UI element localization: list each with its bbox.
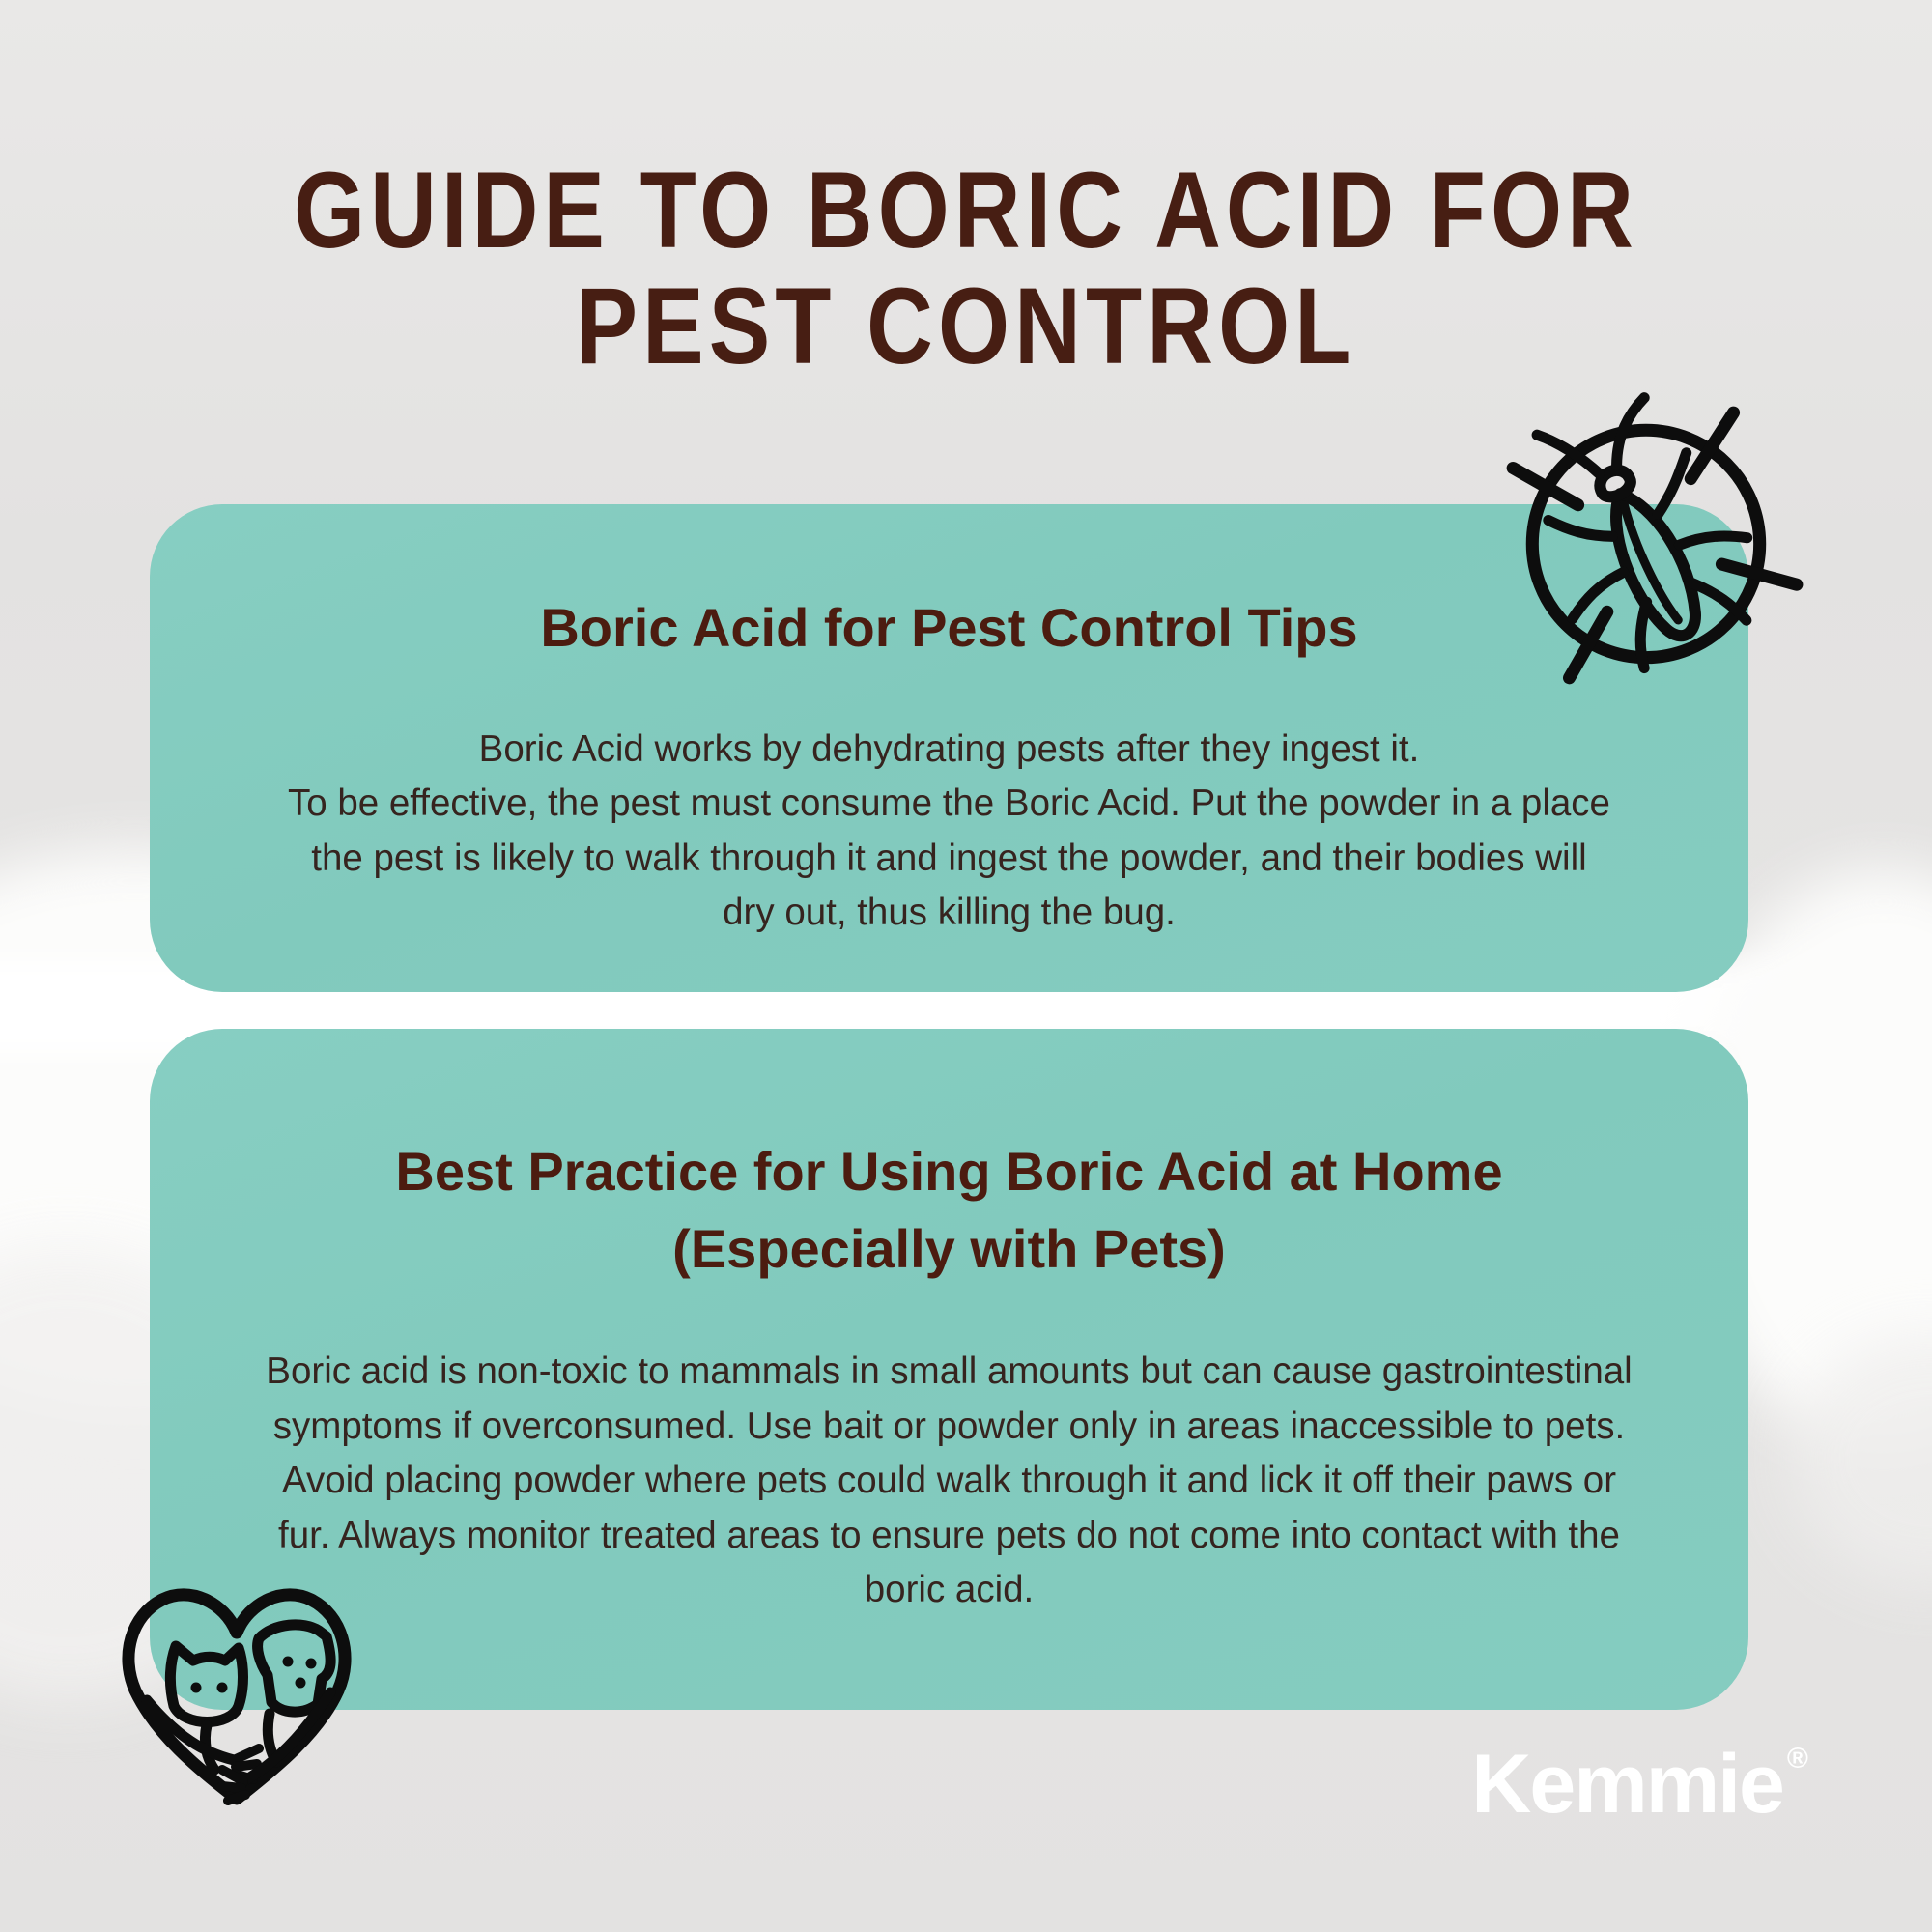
heart-hugging-cat-and-dog-icon bbox=[95, 1573, 380, 1829]
card2-body-line: Boric acid is non-toxic to mammals in small amounts but can cause gastrointestinal bbox=[266, 1350, 1633, 1393]
card2-body-line: symptoms if overconsumed. Use bait or powder only in areas inaccessible to pets. bbox=[272, 1405, 1626, 1447]
card2-body-line: boric acid. bbox=[864, 1569, 1035, 1611]
card2-body bbox=[150, 1345, 1748, 1618]
card1-heading: Boric Acid for Pest Control Tips bbox=[540, 597, 1358, 658]
page-title-line1: GUIDE TO BORIC ACID FOR bbox=[294, 150, 1638, 270]
page-title bbox=[145, 150, 1787, 386]
card2-heading-line1: Best Practice for Using Boric Acid at Home bbox=[395, 1141, 1503, 1202]
page-title-line2: PEST CONTROL bbox=[576, 265, 1356, 386]
no-cockroach-target-icon bbox=[1492, 386, 1804, 717]
card1-body-line: the pest is likely to walk through it and ingest the powder, and their bodies will bbox=[311, 837, 1587, 879]
brand-logo bbox=[1471, 1737, 1808, 1833]
card1-body-line: Boric Acid works by dehydrating pests after they ingest it. bbox=[478, 727, 1420, 770]
card2-heading bbox=[150, 1029, 1748, 1287]
card1-body bbox=[150, 723, 1748, 941]
registered-trademark-symbol: ® bbox=[1786, 1743, 1808, 1775]
brand-logo-text: Kemmie bbox=[1471, 1738, 1783, 1831]
card2-body-line: fur. Always monitor treated areas to ensure pets do not come into contact with the bbox=[278, 1514, 1620, 1556]
card2-body-line: Avoid placing powder where pets could walk through it and lick it off their paws or bbox=[281, 1460, 1617, 1502]
card2-heading-line2: (Especially with Pets) bbox=[672, 1217, 1226, 1279]
card-best-practice-pets bbox=[150, 1029, 1748, 1710]
card1-body-line: dry out, thus killing the bug. bbox=[723, 892, 1176, 934]
card1-body-line: To be effective, the pest must consume the Boric Acid. Put the powder in a place bbox=[288, 782, 1610, 825]
